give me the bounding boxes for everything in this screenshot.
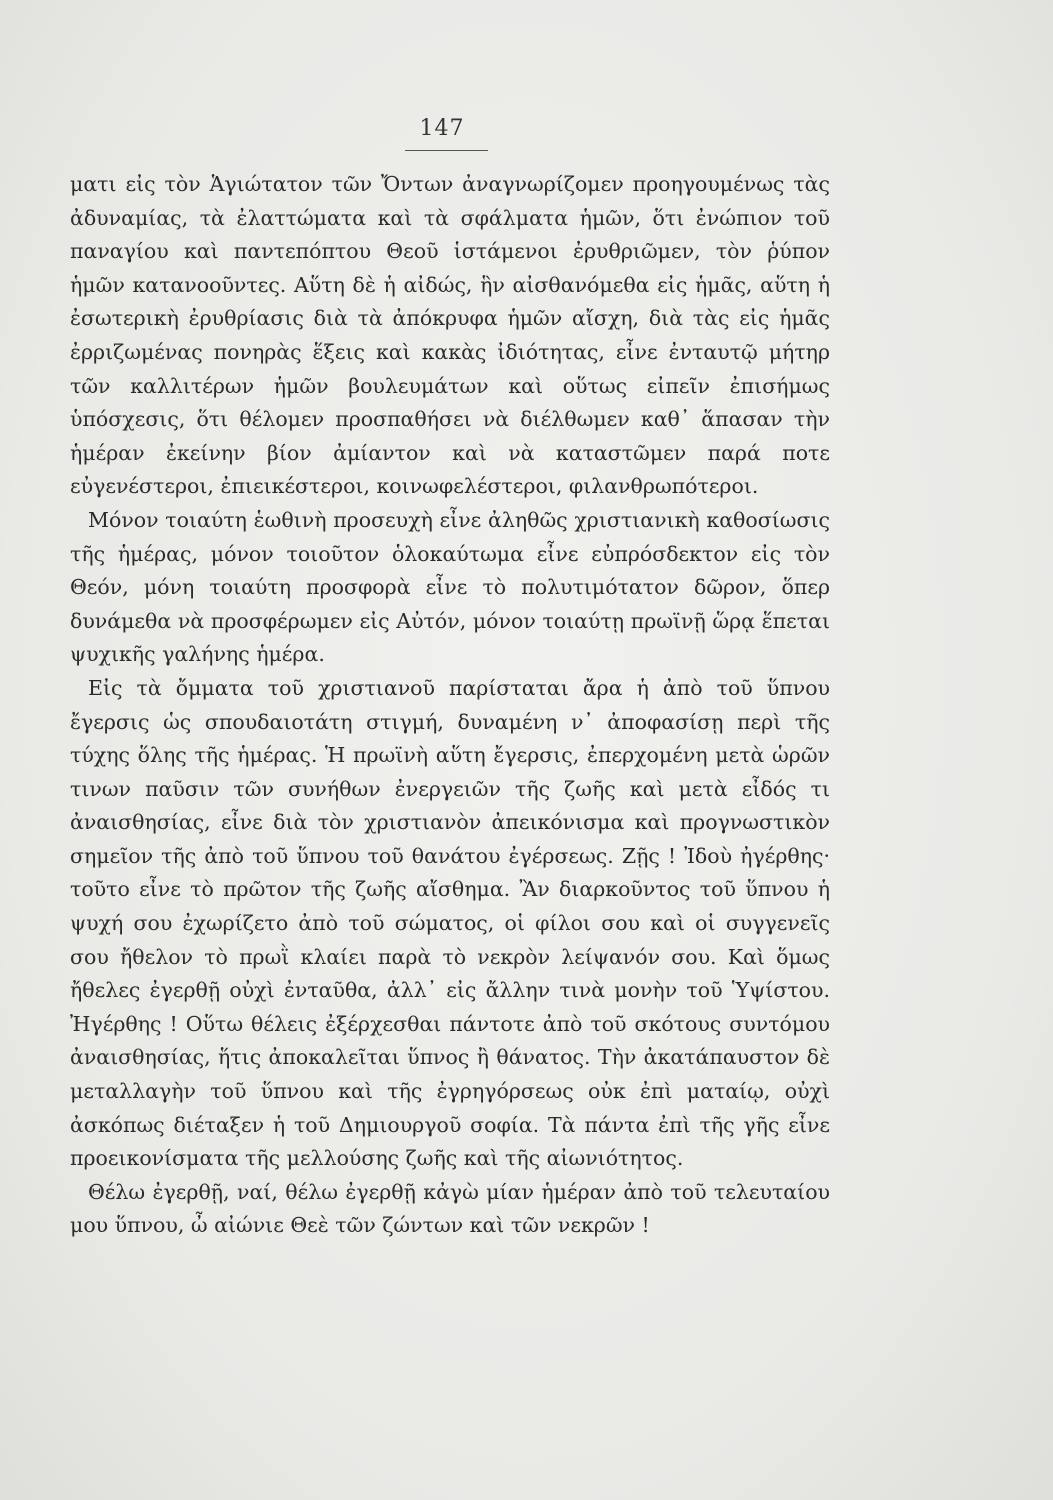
page-number-rule <box>405 150 488 151</box>
paragraph-3: Εἰς τὰ ὄμματα τοῦ χριστιανοῦ παρίσταται ἄρα ἡ ἀπὸ τοῦ ὕπνου ἔγερσις ὡς σπουδαιοτάτη στιγμή, δυναμένη ν᾽ ἀποφασίσῃ περὶ τῆς τύχης ὅλης τῆς ἡμέρας. Ἡ πρωϊνὴ αὕτη ἔγερσις, ἐπερχομένη μετὰ ὡρῶν τινων παῦσιν τῶν συνήθων ἐνεργειῶν τῆς ζωῆς καὶ μετὰ εἶδός τι ἀναισθησίας, εἶνε διὰ τὸν χριστιανὸν ἀπεικόνισμα καὶ προγνωστικὸν σημεῖον τῆς ἀπὸ τοῦ ὕπνου τοῦ θανάτου ἐγέρσεως. Ζῇς ! Ἰδοὺ ἠγέρθης· τοῦτο εἶνε τὸ πρῶτον τῆς ζωῆς αἴσθημα. Ἂν διαρκοῦντος τοῦ ὕπνου ἡ ψυχή σου ἐχωρίζετο ἀπὸ τοῦ σώματος, οἱ φίλοι σου καὶ οἱ συγγενεῖς σου ἤθελον τὸ πρωῒ κλαίει παρὰ τὸ νεκρὸν λείψανόν σου. Καὶ ὅμως ἤθελες ἐγερθῇ οὐχὶ ἐνταῦθα, ἀλλ᾽ εἰς ἄλλην τινὰ μονὴν τοῦ Ὑψίστου. Ἠγέρθης ! Οὕτω θέλεις ἐξέρχεσθαι πάντοτε ἀπὸ τοῦ σκότους συντόμου ἀναισθησίας, ἥτις ἀποκαλεῖται ὕπνος ἢ θάνατος. Τὴν ἀκατάπαυστον δὲ μεταλλαγὴν τοῦ ὕπνου καὶ τῆς ἐγρηγόρσεως οὐκ ἐπὶ ματαίῳ, οὐχὶ ἀσκόπως διέταξεν ἡ τοῦ Δημιουργοῦ σοφία. Τὰ πάντα ἐπὶ τῆς γῆς εἶνε προεικονίσματα τῆς μελλούσης ζωῆς καὶ τῆς αἰωνιότητος. <box>70 675 830 1171</box>
paragraph-4: Θέλω ἐγερθῇ, ναί, θέλω ἐγερθῇ κἀγὼ μίαν ἡμέραν ἀπὸ τοῦ τελευταίου μου ὕπνου, ὦ αἰώνιε Θεὲ τῶν ζώντων καὶ τῶν νεκρῶν ! <box>70 1179 830 1238</box>
paragraph-1: ματι εἰς τὸν Ἁγιώτατον τῶν Ὄντων ἀναγνωρίζομεν προηγουμένως τὰς ἀδυναμίας, τὰ ἐλαττώματα καὶ τὰ σφάλματα ἡμῶν, ὅτι ἐνώπιον τοῦ παναγίου καὶ παντεπόπτου Θεοῦ ἱστάμενοι ἐρυθριῶμεν, τὸν ῥύπον ἡμῶν κατανοοῦντες. Αὕτη δὲ ἡ αἰδώς, ἣν αἰσθανόμεθα εἰς ἡμᾶς, αὕτη ἡ ἐσωτερικὴ ἐρυθρίασις διὰ τὰ ἀπόκρυφα ἡμῶν αἴσχη, διὰ τὰς εἰς ἡμᾶς ἐρριζωμένας πονηρὰς ἕξεις καὶ κακὰς ἰδιότητας, εἶνε ἐνταυτῷ μήτηρ τῶν καλλιτέρων ἡμῶν βουλευμάτων καὶ οὕτως εἰπεῖν ἐπισήμως ὑπόσχεσις, ὅτι θέλομεν προσπαθήσει νὰ διέλθωμεν καθ᾽ ἅπασαν τὴν ἡμέραν ἐκείνην βίον ἀμίαντον καὶ νὰ καταστῶμεν παρά ποτε εὐγενέστεροι, ἐπιεικέστεροι, κοινωφελέστεροι, φιλανθρωπότεροι. <box>70 172 830 499</box>
paragraph-2: Μόνον τοιαύτη ἑωθινὴ προσευχὴ εἶνε ἀληθῶς χριστιανικὴ καθοσίωσις τῆς ἡμέρας, μόνον τοιοῦτον ὁλοκαύτωμα εἶνε εὐπρόσδεκτον εἰς τὸν Θεόν, μόνη τοιαύτη προσφορὰ εἶνε τὸ πολυτιμότατον δῶρον, ὅπερ δυνάμεθα νὰ προσφέρωμεν εἰς Αὐτόν, μόνον τοιαύτῃ πρωϊνῇ ὥρᾳ ἕπεται ψυχικῆς γαλήνης ἡμέρα. <box>70 507 830 667</box>
page-number: 147 <box>419 116 465 141</box>
body-text <box>70 168 830 1243</box>
